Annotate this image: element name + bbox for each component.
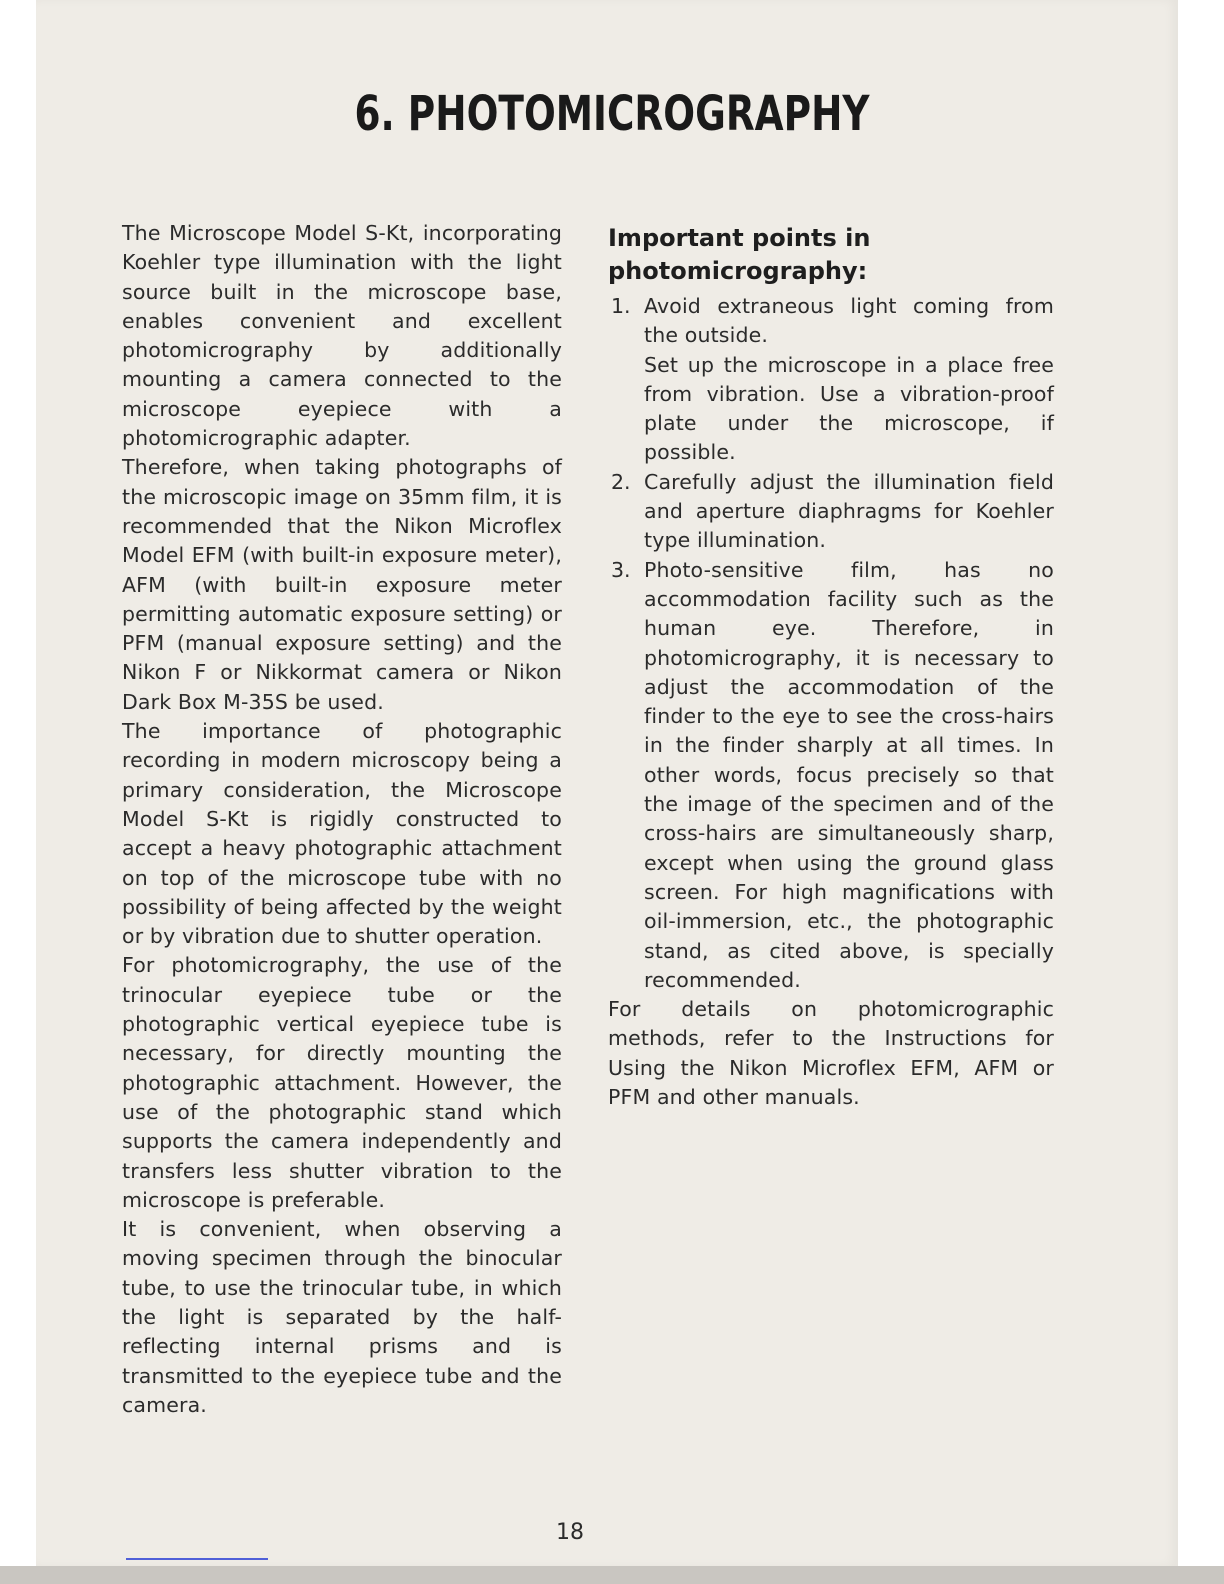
scan-bottom-edge [0, 1566, 1224, 1584]
underline-mark [126, 1558, 268, 1560]
section-heading: Important points in photomicrography: [608, 224, 871, 285]
list-item-text: Set up the microscope in a place free from vibration. Use a vibration-proof plate under the microscope, if possible. [644, 352, 1054, 465]
points-list [608, 292, 1054, 995]
page-number: 18 [556, 1520, 584, 1545]
closing-paragraph: For details on photomicrographic methods, refer to the Instructions for Using the Nikon Microflex EFM, AFM or PFM and other manuals. [608, 997, 1054, 1110]
list-number: 1. [611, 294, 631, 318]
list-item [608, 292, 1054, 468]
list-number: 2. [611, 469, 631, 494]
list-item [608, 556, 1054, 995]
page-title: 6. PHOTOMICROGRAPHY [354, 86, 870, 142]
paragraph: For photomicrography, the use of the trinocular eyepiece tube or the photographic vertical eyepiece tube is necessary, for directly mounting the photographic attachment. However, the use of the photographic stand which supports the camera independently and transfers less shutter vibration to the microscope is preferable. [122, 953, 562, 1212]
list-item-text: Carefully adjust the illumination field and aperture diaphragms for Koehler type illumination. [644, 469, 1054, 553]
list-number: 3. [611, 557, 631, 582]
paragraph: The importance of photographic recording in modern microscopy being a primary consideration, the Microscope Model S-Kt is rigidly constructed to accept a heavy photographic attachment on top of the microscope tube with no possibility of being affected by the weight or by vibration due to shutter operation. [122, 719, 562, 949]
paragraph: It is convenient, when observing a moving specimen through the binocular tube, to use the trinocular tube, in which the light is separated by the half-reflecting internal prisms and is transmitted to the eyepiece tube and the camera. [122, 1217, 562, 1417]
paragraph: Therefore, when taking photographs of the microscopic image on 35mm film, it is recommended that the Nikon Microflex Model EFM (with built-in exposure meter), AFM (with built-in exposure meter permitting automatic exposure setting) or PFM (manual exposure setting) and the Nikon F or Nikkormat camera or Nikon Dark Box M-35S be used. [122, 455, 562, 714]
right-column [608, 222, 1054, 1112]
paragraph: The Microscope Model S-Kt, incorporating Koehler type illumination with the light source built in the microscope base, enables convenient and excellent photomicrography by additionally mounting a camera connected to the microscope eyepiece with a photomicrographic adapter. [122, 221, 562, 451]
list-item [608, 468, 1054, 556]
left-column [122, 219, 562, 1420]
list-item-text: Photo-sensitive film, has no accommodation facility such as the human eye. Therefore, in photomicrography, it is necessary to adjust the accommodation of the finder to the eye to see the cross-hairs in the finder sharply at all times. In other words, focus precisely so that the image of the specimen and of the cross-hairs are simultaneously sharp, except when using the ground glass screen. For high magnifications with oil-immersion, etc., the photographic stand, as cited above, is specially recommended. [644, 557, 1054, 992]
list-item-text: Avoid extraneous light coming from the outside. [644, 294, 1054, 348]
